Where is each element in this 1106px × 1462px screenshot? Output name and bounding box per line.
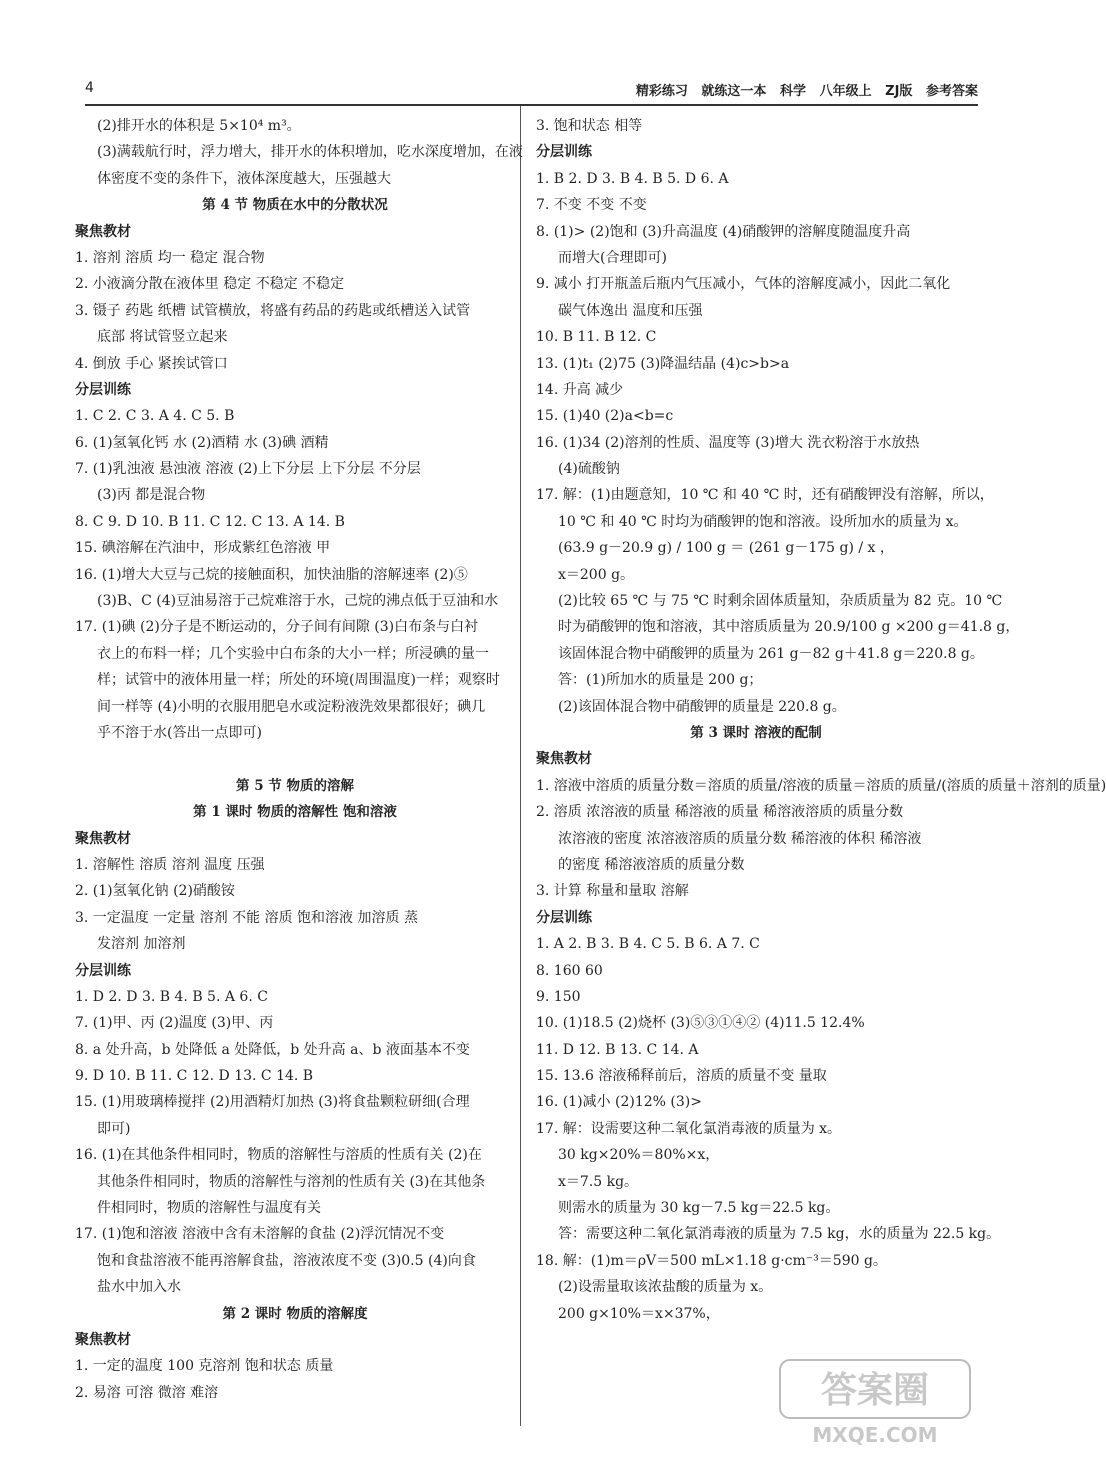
answer-line: 发溶剂 加溶剂 (97, 936, 186, 953)
answer-line: 3. 计算 称量和量取 溶解 (536, 883, 689, 900)
answer-line: 2. (1)氢氧化钠 (2)硝酸铵 (75, 883, 235, 900)
answer-line: 13. (1)t₁ (2)75 (3)降温结晶 (4)c>b>a (536, 355, 790, 372)
answer-line: 15. 13.6 溶液稀释前后，溶质的质量不变 量取 (536, 1068, 827, 1085)
section-title: 第 1 课时 物质的溶解性 饱和溶液 (193, 804, 397, 821)
answer-line: (2)比较 65 ℃ 与 75 ℃ 时剩余固体质量知，杂质质量为 82 克。10 ℃ (558, 593, 1003, 610)
section-heading: 分层训练 (536, 909, 592, 926)
answer-line: 即可) (97, 1120, 131, 1137)
section-heading: 聚焦教材 (75, 830, 131, 847)
answer-line: 其他条件相同时，物质的溶解性与溶剂的性质有关 (3)在其他条 (97, 1173, 486, 1190)
answer-line: 2. 溶质 浓溶液的质量 稀溶液的质量 稀溶液溶质的质量分数 (536, 804, 904, 821)
answer-line: 则需水的质量为 30 kg－7.5 kg＝22.5 kg。 (558, 1200, 840, 1217)
section-title: 第 2 课时 物质的溶解度 (222, 1305, 368, 1322)
answer-line: 样；试管中的液体用量一样；所处的环境(周围温度)一样；观察时 (97, 672, 500, 689)
right-column (536, 113, 1106, 1327)
answer-line: 时为硝酸钾的饱和溶液，其中溶质质量为 20.9/100 g ×200 g＝41.8 g， (558, 619, 1020, 636)
section-title: 第 5 节 物质的溶解 (236, 777, 354, 794)
answer-line: 1. B 2. D 3. B 4. B 5. D 6. A (536, 170, 729, 187)
answer-line: 1. 溶液中溶质的质量分数＝溶质的质量/溶液的质量＝溶质的质量/(溶质的质量＋溶剂的质量) (536, 777, 1106, 794)
answer-line: 3. 饱和状态 相等 (536, 118, 643, 134)
answer-line: 3. 一定温度 一定量 溶剂 不能 溶质 饱和溶液 加溶质 蒸 (75, 909, 418, 926)
answer-line: 1. 溶解性 溶质 溶剂 温度 压强 (75, 856, 265, 873)
answer-line: 件相同时，物质的溶解性与温度有关 (97, 1200, 321, 1217)
section-heading: 聚焦教材 (75, 1331, 131, 1348)
answer-line: 衣上的布料一样；几个实验中白布条的大小一样；所浸碘的量一 (97, 645, 489, 662)
answer-line: 而增大(合理即可) (558, 249, 667, 266)
answer-line: 盐水中加入水 (97, 1279, 181, 1296)
watermark-text: 答案圈 (820, 1370, 930, 1411)
answer-line: 200 g×10%＝x×37%， (558, 1305, 720, 1322)
answer-line: 碳气体逸出 温度和压强 (558, 302, 703, 319)
section-title: 第 4 节 物质在水中的分散状况 (202, 197, 388, 214)
answer-line: 16. (1)在其他条件相同时，物质的溶解性与溶质的性质有关 (2)在 (75, 1147, 482, 1164)
answer-line: 16. (1)34 (2)溶剂的性质、温度等 (3)增大 洗衣粉溶于水放热 (536, 434, 920, 451)
answer-line: 15. (1)40 (2)a<b=c (536, 408, 674, 425)
answer-line: 10. B 11. B 12. C (536, 329, 657, 346)
column-divider (520, 106, 521, 1426)
answer-line: (2)该固体混合物中硝酸钾的质量是 220.8 g。 (558, 698, 846, 715)
answer-line: 6. (1)氢氧化钙 水 (2)酒精 水 (3)碘 酒精 (75, 434, 329, 451)
answer-line: 18. 解：(1)m＝ρV＝500 mL×1.18 g·cm⁻³＝590 g。 (536, 1252, 887, 1269)
page-header (85, 80, 978, 106)
answer-line: x＝7.5 kg。 (558, 1173, 639, 1190)
answer-line: 8. a 处升高，b 处降低 a 处降低，b 处升高 a、b 液面基本不变 (75, 1041, 470, 1058)
section-heading: 聚焦教材 (75, 223, 131, 240)
answer-line: 9. 减小 打开瓶盖后瓶内气压减小，气体的溶解度减小，因此二氧化 (536, 276, 951, 293)
answer-line: 15. (1)用玻璃棒搅拌 (2)用酒精灯加热 (3)将食盐颗粒研细(合理 (75, 1094, 470, 1111)
left-column (75, 113, 523, 1406)
answer-line: 8. C 9. D 10. B 11. C 12. C 13. A 14. B (75, 513, 345, 530)
page-number: 4 (85, 80, 94, 96)
answer-line: 体密度不变的条件下，液体深度越大，压强越大 (97, 170, 391, 187)
answer-line: 1. C 2. C 3. A 4. C 5. B (75, 408, 235, 425)
section-title: 第 3 课时 溶液的配制 (690, 724, 822, 741)
answer-line: 的密度 稀溶液溶质的质量分数 (558, 856, 745, 873)
answer-line: 7. (1)甲、丙 (2)温度 (3)甲、丙 (75, 1015, 274, 1032)
answer-line: 9. D 10. B 11. C 12. D 13. C 14. B (75, 1068, 314, 1085)
answer-line: 4. 倒放 手心 紧挨试管口 (75, 355, 228, 372)
answer-line: x＝200 g。 (558, 566, 635, 583)
answer-line: 7. (1)乳浊液 悬浊液 溶液 (2)上下分层 上下分层 不分层 (75, 461, 421, 478)
answer-line: 10 ℃ 和 40 ℃ 时均为硝酸钾的饱和溶液。设所加水的质量为 x。 (558, 513, 968, 530)
answer-line: 10. (1)18.5 (2)烧杯 (3)⑤③①④② (4)11.5 12.4% (536, 1015, 865, 1032)
answer-line: (2)排开水的体积是 5×10⁴ m³。 (97, 118, 301, 134)
answer-line: 乎不溶于水(答出一点即可) (97, 724, 262, 741)
answer-line: 15. 碘溶解在汽油中，形成紫红色溶液 甲 (75, 540, 331, 557)
watermark-logo (770, 1352, 980, 1452)
answer-line: 1. D 2. D 3. B 4. B 5. A 6. C (75, 988, 268, 1005)
answer-line: 9. 150 (536, 988, 581, 1005)
answer-line: 2. 易溶 可溶 微溶 难溶 (75, 1384, 219, 1401)
answer-line: 7. 不变 不变 不变 (536, 197, 647, 214)
answer-line: 间一样等 (4)小明的衣服用肥皂水或淀粉液洗效果都很好；碘几 (97, 698, 486, 715)
header-title: 精彩练习 就练这一本 科学 八年级上 ZJ版 参考答案 (635, 84, 978, 99)
answer-line: 3. 镊子 药匙 纸槽 试管横放，将盛有药品的药匙或纸槽送入试管 (75, 302, 471, 319)
answer-line: 17. (1)碘 (2)分子是不断运动的，分子间有间隙 (3)白布条与白衬 (75, 619, 479, 636)
answer-line: (2)设需量取该浓盐酸的质量为 x。 (558, 1279, 773, 1296)
section-heading: 分层训练 (536, 144, 592, 161)
answer-line: 答：需要这种二氧化氯消毒液的质量为 7.5 kg，水的质量为 22.5 kg。 (558, 1226, 1001, 1243)
section-heading: 分层训练 (75, 381, 131, 398)
answer-line: 17. 解：(1)由题意知，10 ℃ 和 40 ℃ 时，还有硝酸钾没有溶解，所以， (536, 487, 994, 504)
watermark-url: MXQE.COM (812, 1423, 938, 1447)
answer-line: 14. 升高 减少 (536, 381, 624, 398)
answer-line: 答：(1)所加水的质量是 200 g； (558, 672, 763, 689)
answer-line: 17. (1)饱和溶液 溶液中含有未溶解的食盐 (2)浮沉情况不变 (75, 1226, 445, 1243)
answer-line: 11. D 12. B 13. C 14. A (536, 1041, 699, 1058)
answer-line: 1. 一定的温度 100 克溶剂 饱和状态 质量 (75, 1358, 334, 1375)
answer-line: 8. (1)> (2)饱和 (3)升高温度 (4)硝酸钾的溶解度随温度升高 (536, 223, 911, 240)
answer-line: 该固体混合物中硝酸钾的质量为 261 g－82 g＋41.8 g＝220.8 g。 (558, 645, 984, 662)
answer-line: 8. 160 60 (536, 962, 603, 979)
answer-line: 30 kg×20%＝80%×x， (558, 1147, 720, 1164)
answer-line: (63.9 g－20.9 g) / 100 g ＝ (261 g－175 g) / x ， (558, 540, 894, 557)
answer-line: 底部 将试管竖立起来 (97, 329, 228, 346)
answer-line: (3)丙 都是混合物 (97, 487, 206, 504)
answer-line: 1. A 2. B 3. B 4. C 5. B 6. A 7. C (536, 936, 760, 953)
answer-line: 2. 小液滴分散在液体里 稳定 不稳定 不稳定 (75, 276, 345, 293)
answer-line: (3)满载航行时，浮力增大，排开水的体积增加，吃水深度增加，在液 (97, 144, 523, 161)
answer-line: 16. (1)减小 (2)12% (3)> (536, 1094, 702, 1111)
answer-line: 16. (1)增大大豆与己烷的接触面积，加快油脂的溶解速率 (2)⑤ (75, 566, 468, 583)
answer-line: 饱和食盐溶液不能再溶解食盐，溶液浓度不变 (3)0.5 (4)向食 (97, 1252, 476, 1269)
answer-line: 17. 解：设需要这种二氧化氯消毒液的质量为 x。 (536, 1120, 842, 1137)
answer-line: 浓溶液的密度 浓溶液溶质的质量分数 稀溶液的体积 稀溶液 (558, 830, 922, 847)
section-heading: 聚焦教材 (536, 751, 592, 768)
answer-line: (4)硫酸钠 (558, 461, 620, 478)
answer-line: 1. 溶剂 溶质 均一 稳定 混合物 (75, 249, 265, 266)
section-heading: 分层训练 (75, 962, 131, 979)
answer-line: (3)B、C (4)豆油易溶于己烷难溶于水，己烷的沸点低于豆油和水 (97, 593, 499, 610)
answer-line (75, 746, 515, 772)
